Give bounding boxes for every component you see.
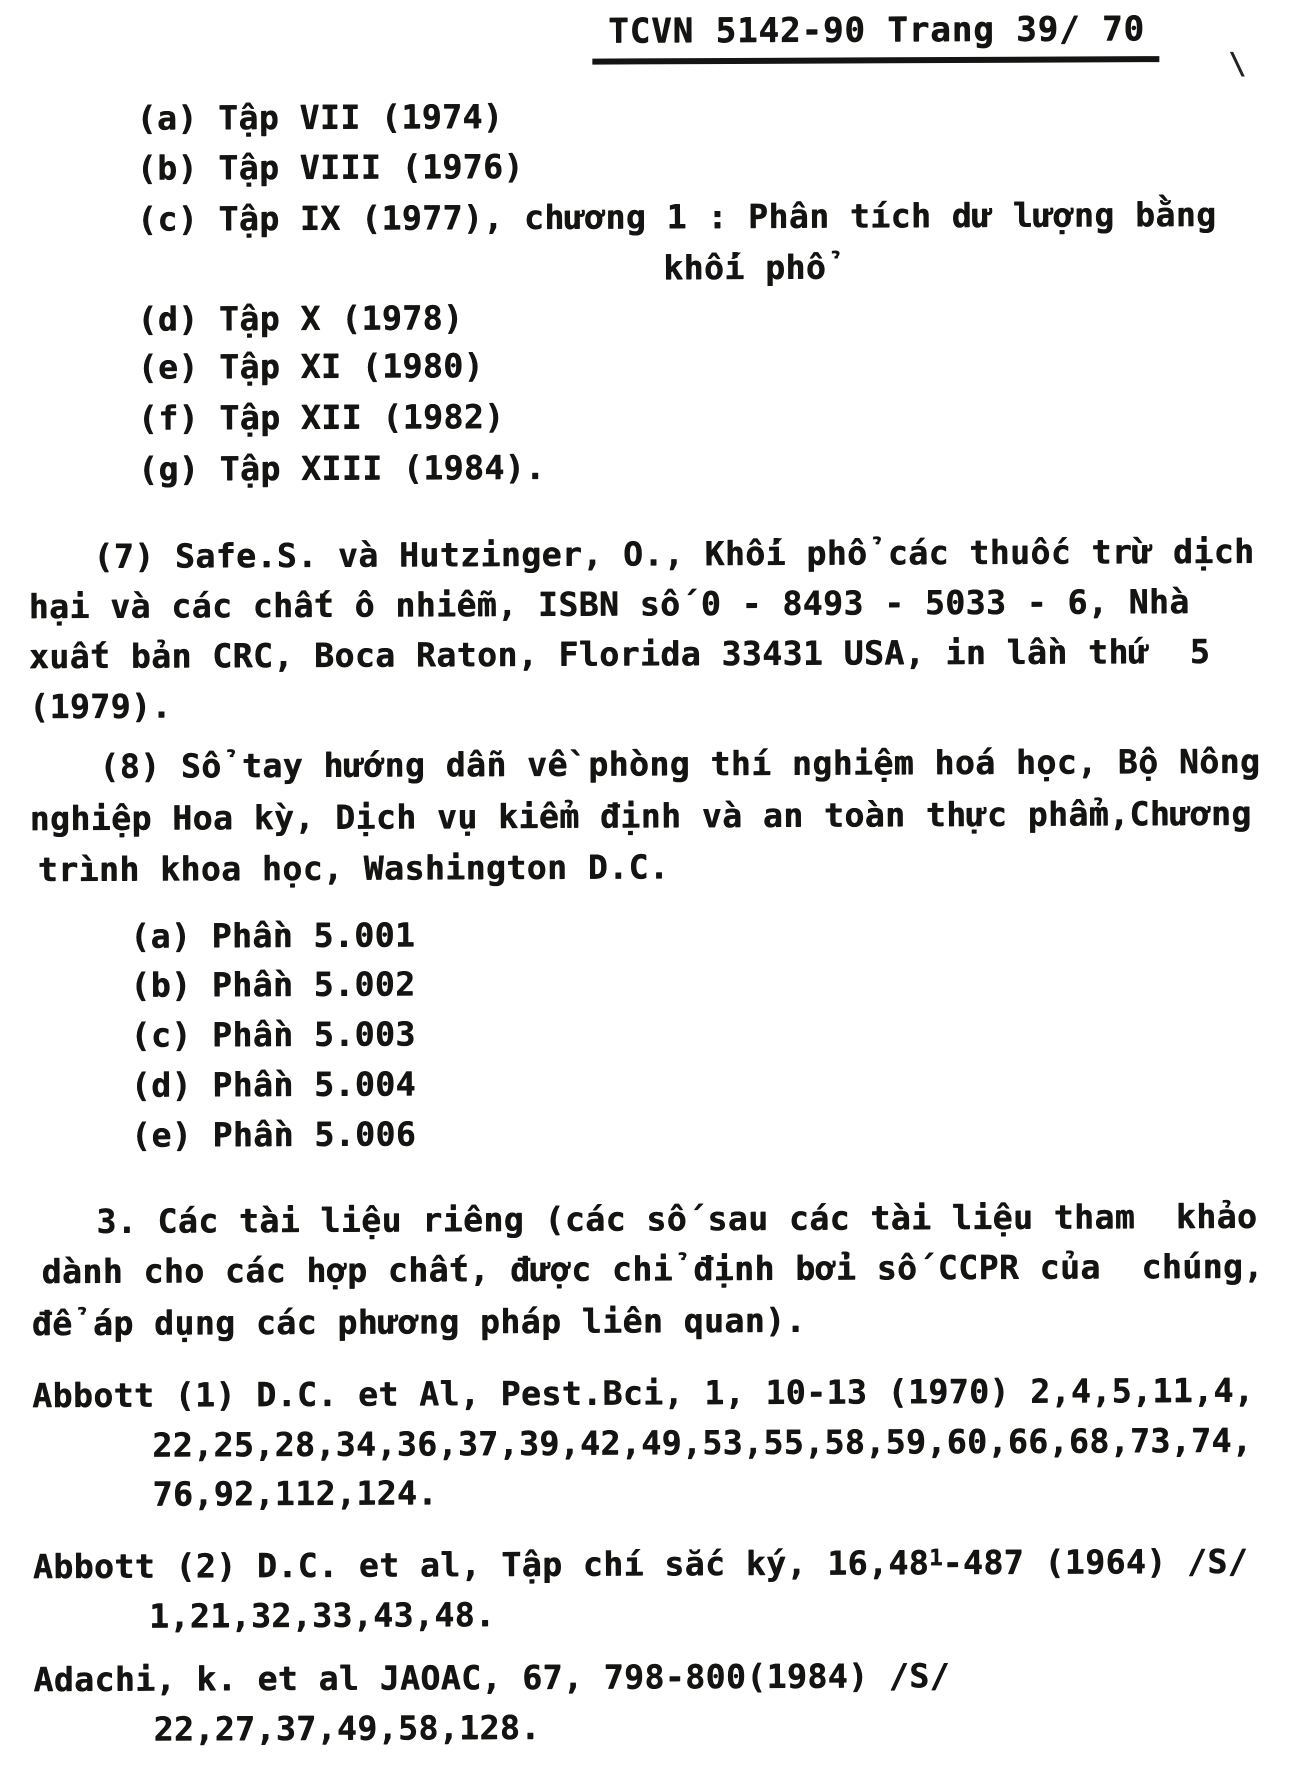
part-item-c: (c) Phần 5.003 [130, 1014, 416, 1055]
section-3-line-2: dành cho các hợp chất, được chỉ định bởi số CCPR của chúng, [41, 1246, 1264, 1291]
bib-adachi-line-2: 22,27,37,49,58,128. [153, 1707, 541, 1749]
reference-8-line-1: (8) Sổ tay hướng dẫn về phòng thí nghiệm hoá học, Bộ Nông [99, 741, 1261, 786]
bib-abbott1-line-1: Abbott (1) D.C. et Al, Pest.Bci, 1, 10-13 (1970) 2,4,5,11,4, [32, 1370, 1255, 1416]
page-header-text: TCVN 5142-90 Trang 39/ 70 [608, 9, 1146, 52]
volume-item-d: (d) Tập X (1978) [137, 298, 464, 339]
page-header [592, 9, 1159, 64]
bib-adachi-line-1: Adachi, k. et al JAOAC, 67, 798-800(1984) /S/ [33, 1656, 951, 1700]
part-item-e: (e) Phần 5.006 [130, 1114, 417, 1155]
bib-abbott2-superscript: 1 [929, 1545, 943, 1572]
section-3-line-1: 3. Các tài liệu riêng (các số sau các tài liệu tham khảo [96, 1196, 1258, 1241]
reference-7-line-2: hại và các chất ô nhiễm, ISBN số 0 - 8493 - 5033 - 6, Nhà [28, 581, 1190, 627]
bib-abbott2-line-1-pre: Abbott (2) D.C. et al, Tập chí sắc ký, 16,48 [32, 1543, 930, 1587]
bib-abbott2-line-2: 1,21,32,33,43,48. [149, 1595, 496, 1636]
volume-item-c-continuation: khối phổ [663, 247, 827, 288]
part-item-a: (a) Phần 5.001 [130, 915, 416, 956]
volume-item-f: (f) Tập XII (1982) [137, 396, 505, 438]
bib-abbott2-line-1-post: -487 (1964) /S/ [942, 1541, 1249, 1583]
volume-item-a: (a) Tập VII (1974) [136, 96, 504, 138]
part-item-b: (b) Phần 5.002 [130, 964, 416, 1005]
volume-item-c: (c) Tập IX (1977), chương 1 : Phân tích dư lượng bằng [136, 194, 1217, 239]
reference-7-line-4: (1979). [29, 686, 172, 727]
volume-item-g: (g) Tập XIII (1984). [138, 447, 546, 489]
bib-abbott1-line-2: 22,25,28,34,36,37,39,42,49,53,55,58,59,60,66,68,73,74, [152, 1420, 1253, 1465]
bib-abbott1-line-3: 76,92,112,124. [152, 1473, 438, 1514]
reference-7-line-3: xuất bản CRC, Boca Raton, Florida 33431 USA, in lần thứ 5 [28, 631, 1211, 677]
volume-item-e: (e) Tập XI (1980) [137, 346, 485, 387]
bib-abbott2-line-1 [33, 1543, 1248, 1586]
stray-mark: \ [1228, 46, 1247, 82]
reference-8-line-2: nghiệp Hoa kỳ, Dịch vụ kiểm định và an toàn thực phẩm,Chương [29, 793, 1252, 839]
part-item-d: (d) Phần 5.004 [130, 1064, 417, 1105]
volume-item-b: (b) Tập VIII (1976) [136, 146, 524, 188]
section-3-line-3: để áp dụng các phương pháp liên quan). [31, 1300, 806, 1344]
reference-8-line-3: trình khoa học, Washington D.C. [37, 847, 670, 890]
reference-7-line-1: (7) Safe.S. và Hutzinger, O., Khối phổ các thuốc trừ dịch [93, 531, 1255, 576]
